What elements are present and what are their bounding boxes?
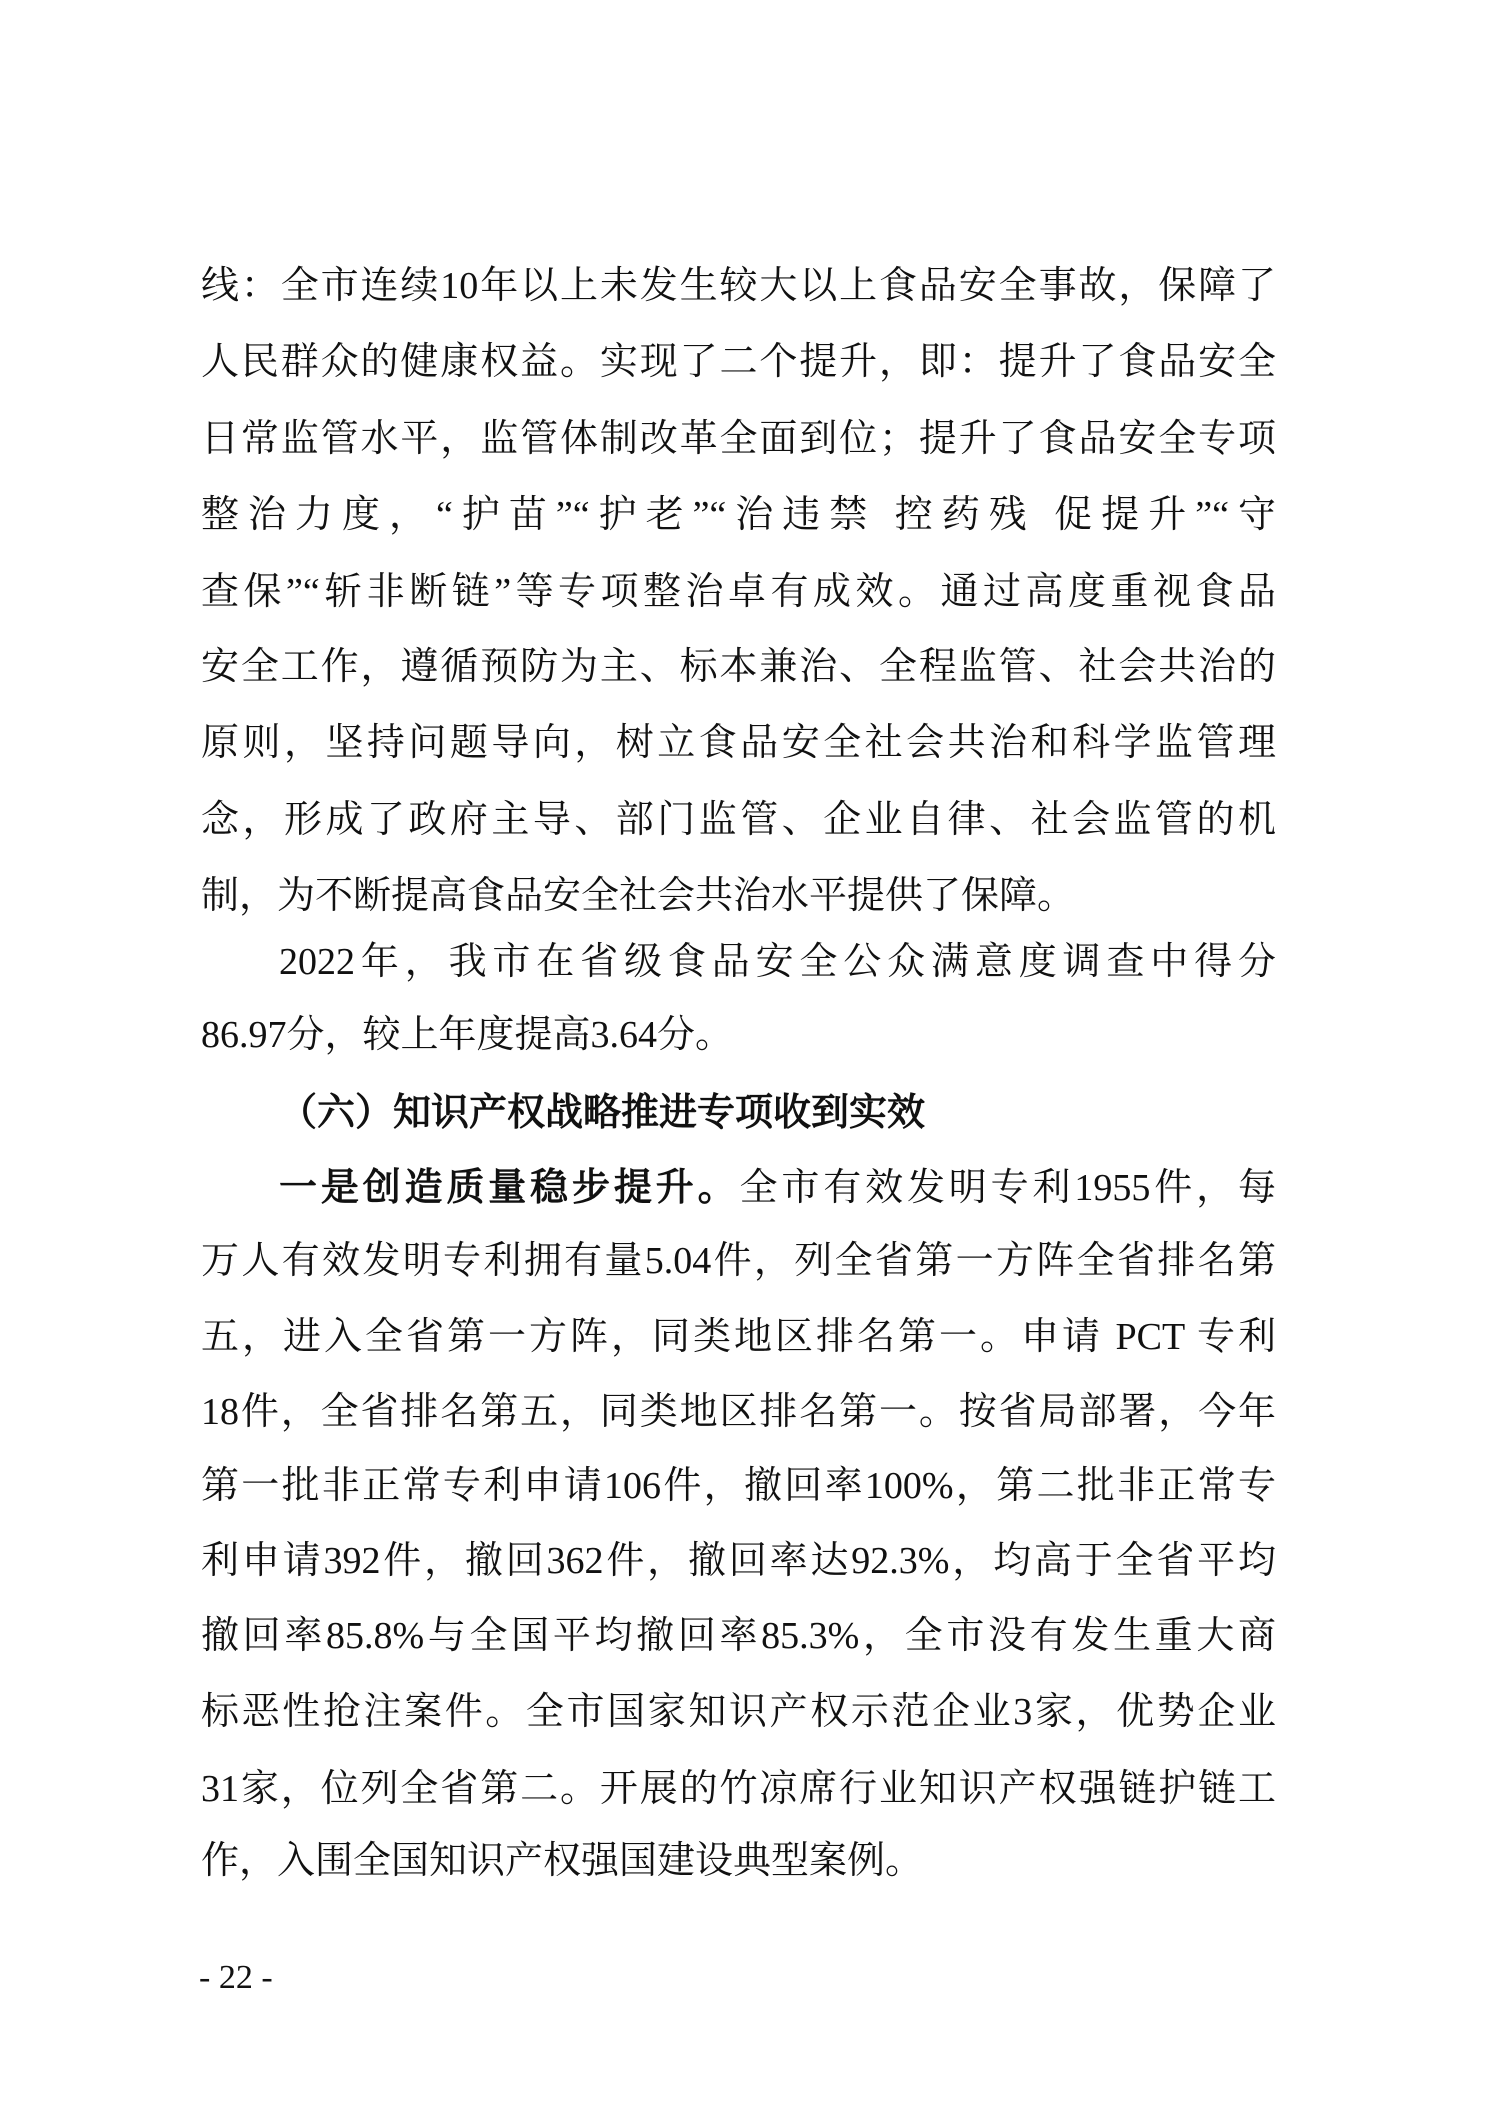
text-line: 念，形成了政府主导、部门监管、企业自律、社会监管的机 — [201, 799, 1276, 841]
text-span: 全市有效发明专利1955件，每 — [739, 1167, 1276, 1209]
section-heading: （六）知识产权战略推进专项收到实效 — [279, 1092, 926, 1134]
text-line: 整治力度，“护苗”“护老”“治违禁 控药残 促提升”“守 — [201, 494, 1276, 536]
text-line: 万人有效发明专利拥有量5.04件，列全省第一方阵全省排名第 — [201, 1240, 1276, 1282]
text-line: 标恶性抢注案件。全市国家知识产权示范企业3家，优势企业 — [201, 1691, 1276, 1733]
text-line — [279, 1160, 1276, 1216]
text-line: 原则，坚持问题导向，树立食品安全社会共治和科学监管理 — [201, 722, 1276, 764]
text-line: 2022年，我市在省级食品安全公众满意度调查中得分 — [279, 941, 1276, 983]
text-line: 第一批非正常专利申请106件，撤回率100%，第二批非正常专 — [201, 1465, 1276, 1507]
text-line: 利申请392件，撤回362件，撤回率达92.3%，均高于全省平均 — [201, 1540, 1276, 1582]
text-line: 18件，全省排名第五，同类地区排名第一。按省局部署，今年 — [201, 1391, 1276, 1433]
text-line: 86.97分，较上年度提高3.64分。 — [201, 1014, 734, 1056]
text-line: 制，为不断提高食品安全社会共治水平提供了保障。 — [201, 875, 1076, 917]
text-line: 作，入围全国知识产权强国建设典型案例。 — [201, 1840, 924, 1882]
text-line: 安全工作，遵循预防为主、标本兼治、全程监管、社会共治的 — [201, 646, 1276, 688]
text-line: 撤回率85.8%与全国平均撤回率85.3%，全市没有发生重大商 — [201, 1615, 1276, 1657]
text-line: 线：全市连续10年以上未发生较大以上食品安全事故，保障了 — [201, 265, 1276, 307]
text-line: 31家，位列全省第二。开展的竹凉席行业知识产权强链护链工 — [201, 1768, 1276, 1810]
text-line: 查保”“斩非断链”等专项整治卓有成效。通过高度重视食品 — [201, 571, 1276, 613]
bold-lead: 一是创造质量稳步提升。 — [279, 1167, 740, 1209]
page-number: - 22 - — [199, 1959, 273, 1996]
text-line: 五，进入全省第一方阵，同类地区排名第一。申请 PCT 专利 — [201, 1316, 1276, 1358]
text-line: 人民群众的健康权益。实现了二个提升，即：提升了食品安全 — [201, 341, 1276, 383]
text-line: 日常监管水平，监管体制改革全面到位；提升了食品安全专项 — [201, 418, 1276, 460]
